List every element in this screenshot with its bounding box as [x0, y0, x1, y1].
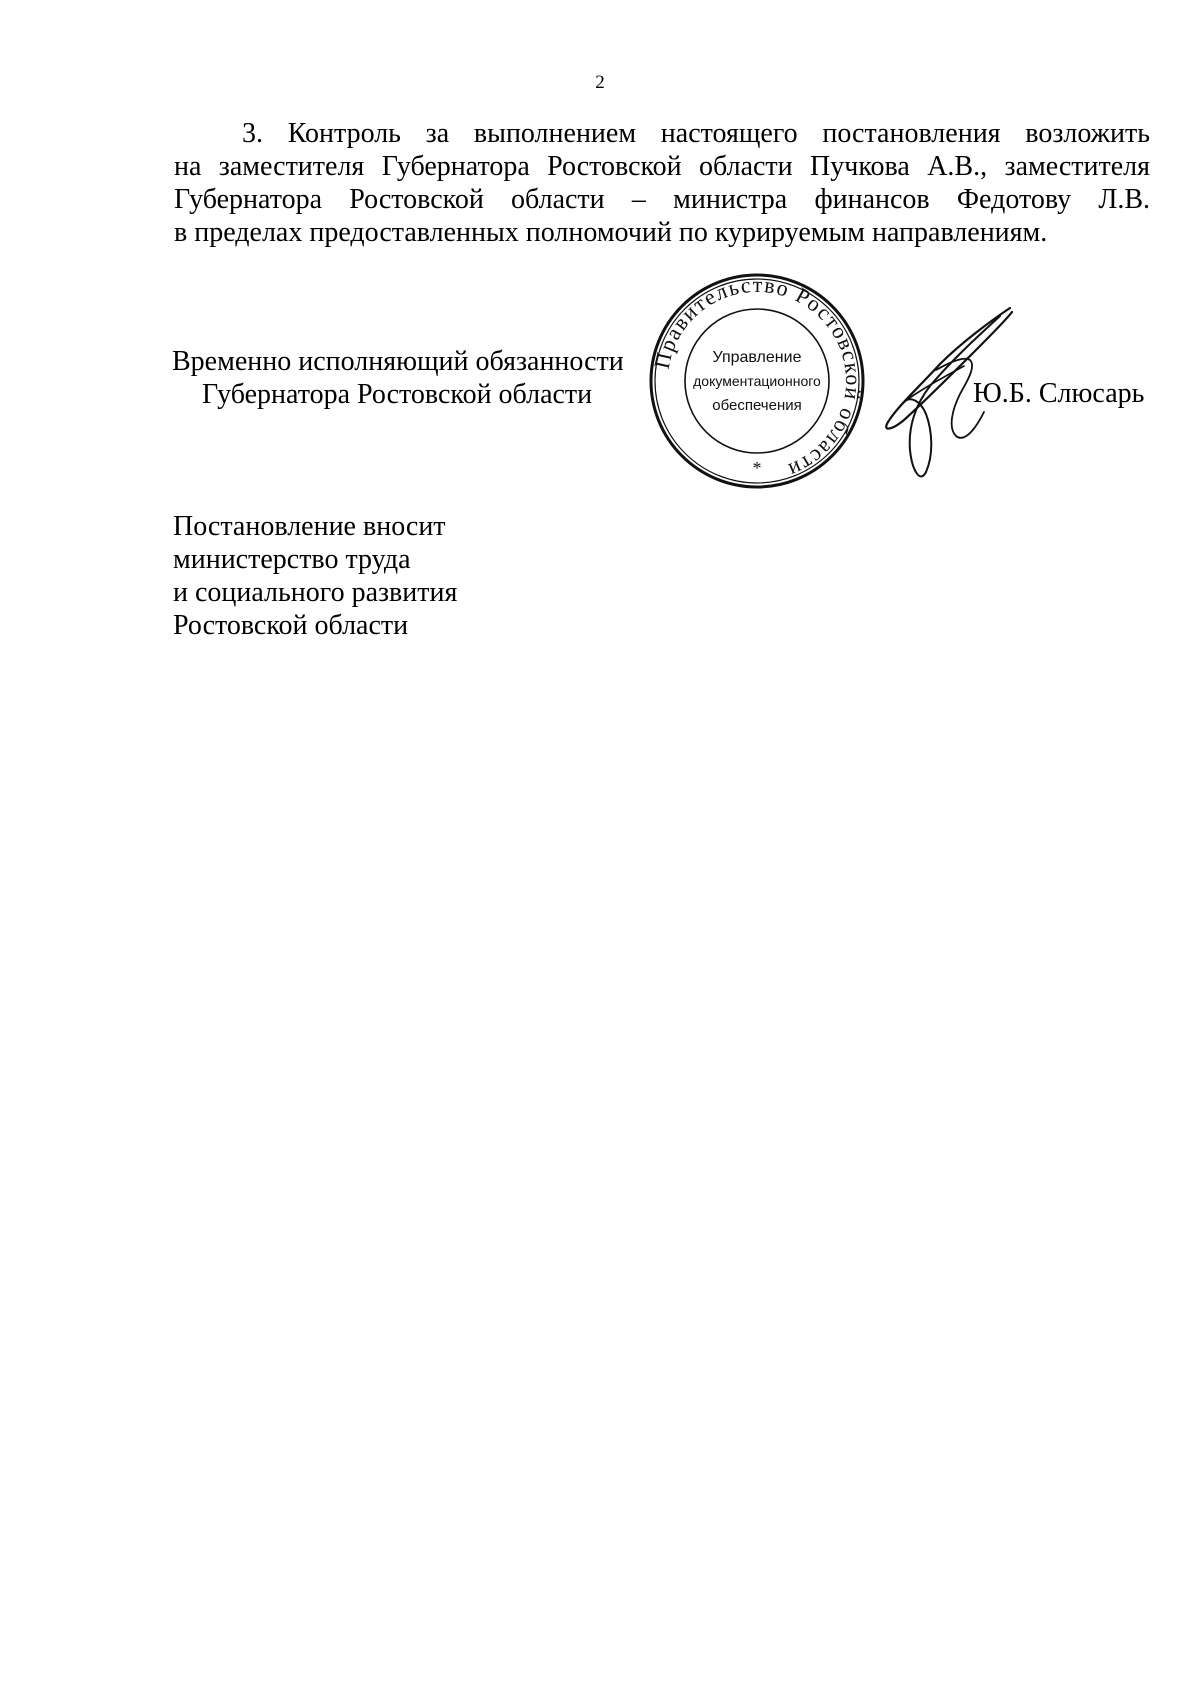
stamp-inner-line: документационного [693, 373, 821, 389]
stamp-ring-text: Правительство Ростовской области [648, 271, 867, 484]
stamp-inner-line: Управление [712, 349, 802, 366]
stamp-inner-line: обеспечения [712, 397, 802, 414]
official-stamp [646, 270, 868, 492]
signatory-position-line: Временно исполняющий обязанности [172, 346, 624, 377]
paragraph-line: на заместителя Губернатора Ростовской области Пучкова А.В., заместителя [174, 151, 1150, 182]
paragraph-line: в пределах предоставленных полномочий по курируемым направлениям. [174, 217, 1048, 248]
signatory-position-line: Губернатора Ростовской области [202, 379, 593, 410]
submitter-line: Ростовской области [173, 610, 409, 641]
paragraph-line: 3. Контроль за выполнением настоящего постановления возложить [242, 118, 1150, 149]
signer-name: Ю.Б. Слюсарь [973, 378, 1145, 409]
control-paragraph [174, 117, 1150, 249]
stamp-star-icon: * [752, 458, 762, 478]
page-number: 2 [595, 72, 605, 93]
submitter-line: и социального развития [173, 577, 458, 608]
submitter-line: Постановление вносит [173, 511, 446, 542]
submitter-line: министерство труда [173, 544, 411, 575]
signatory-position [172, 345, 624, 411]
submitter-block [173, 510, 457, 642]
paragraph-line: Губернатора Ростовской области – министра финансов Федотову Л.В. [174, 184, 1150, 215]
